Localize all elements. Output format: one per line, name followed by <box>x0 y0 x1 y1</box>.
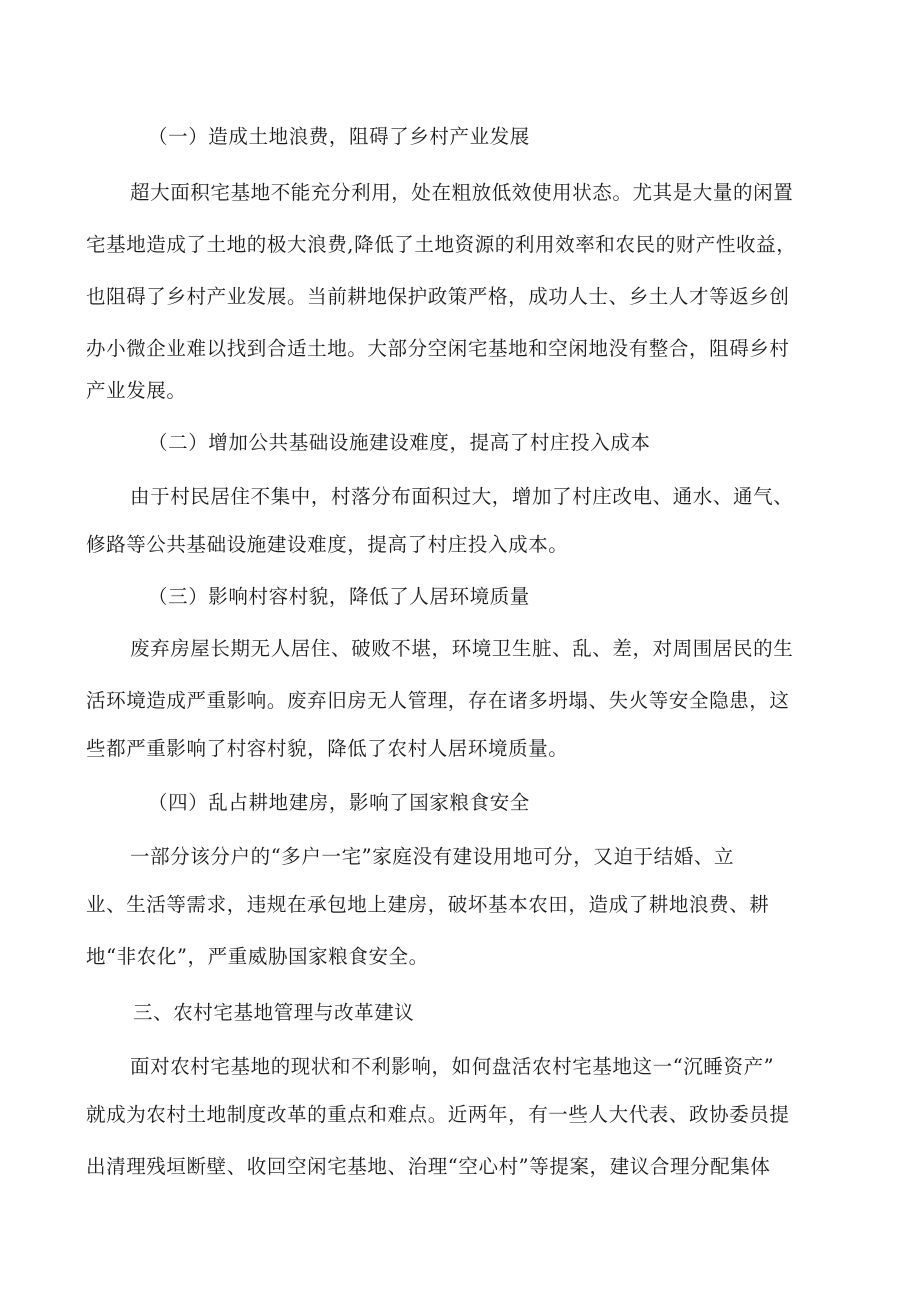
paragraph-3-line-2: 活环境造成严重影响。废弃旧房无人管理，存在诸多坍塌、失火等安全隐患，这 <box>86 689 790 712</box>
paragraph-5-line-1: 面对农村宅基地的现状和不利影响，如何盘活农村宅基地这一“沉睡资产” <box>130 1055 775 1078</box>
paragraph-3-line-1: 废弃房屋长期无人居住、破败不堪，环境卫生脏、乱、差，对周围居民的生 <box>130 637 794 660</box>
paragraph-1-line-4: 办小微企业难以找到合适土地。大部分空闲宅基地和空闲地没有整合，阻碍乡村 <box>86 337 790 360</box>
paragraph-4-line-1: 一部分该分户的“多户一宅”家庭没有建设用地可分，又迫于结婚、立 <box>130 845 735 868</box>
paragraph-1-line-5: 产业发展。 <box>86 379 187 402</box>
paragraph-4-line-3: 地“非农化”，严重威胁国家粮食安全。 <box>86 945 429 968</box>
paragraph-5-line-3: 出清理残垣断壁、收回空闲宅基地、治理“空心村”等提案，建议合理分配集体 <box>86 1155 771 1178</box>
paragraph-3-line-3: 些都严重影响了村容村貌，降低了农村人居环境质量。 <box>86 737 569 760</box>
paragraph-4-line-2: 业、生活等需求，违规在承包地上建房，破坏基本农田，造成了耕地浪费、耕 <box>86 893 770 916</box>
paragraph-2-line-1: 由于村民居住不集中，村落分布面积过大，增加了村庄改电、通水、通气、 <box>130 485 794 508</box>
heading-2: （二）增加公共基础设施建设难度，提高了村庄投入成本 <box>148 431 651 454</box>
heading-4: （四）乱占耕地建房，影响了国家粮食安全 <box>148 791 530 814</box>
heading-5: 三、农村宅基地管理与改革建议 <box>133 1001 415 1024</box>
paragraph-2-line-2: 修路等公共基础设施建设难度，提高了村庄投入成本。 <box>86 533 569 556</box>
heading-3: （三）影响村容村貌，降低了人居环境质量 <box>148 585 530 608</box>
paragraph-1-line-1: 超大面积宅基地不能充分利用，处在粗放低效使用状态。尤其是大量的闲置 <box>130 181 794 204</box>
paragraph-1-line-2: 宅基地造成了土地的极大浪费,降低了土地资源的利用效率和农民的财产性收益， <box>86 233 797 256</box>
heading-1: （一）造成土地浪费，阻碍了乡村产业发展 <box>148 125 530 148</box>
paragraph-1-line-3: 也阻碍了乡村产业发展。当前耕地保护政策严格，成功人士、乡土人才等返乡创 <box>86 285 790 308</box>
paragraph-5-line-2: 就成为农村土地制度改革的重点和难点。近两年，有一些人大代表、政协委员提 <box>86 1103 790 1126</box>
